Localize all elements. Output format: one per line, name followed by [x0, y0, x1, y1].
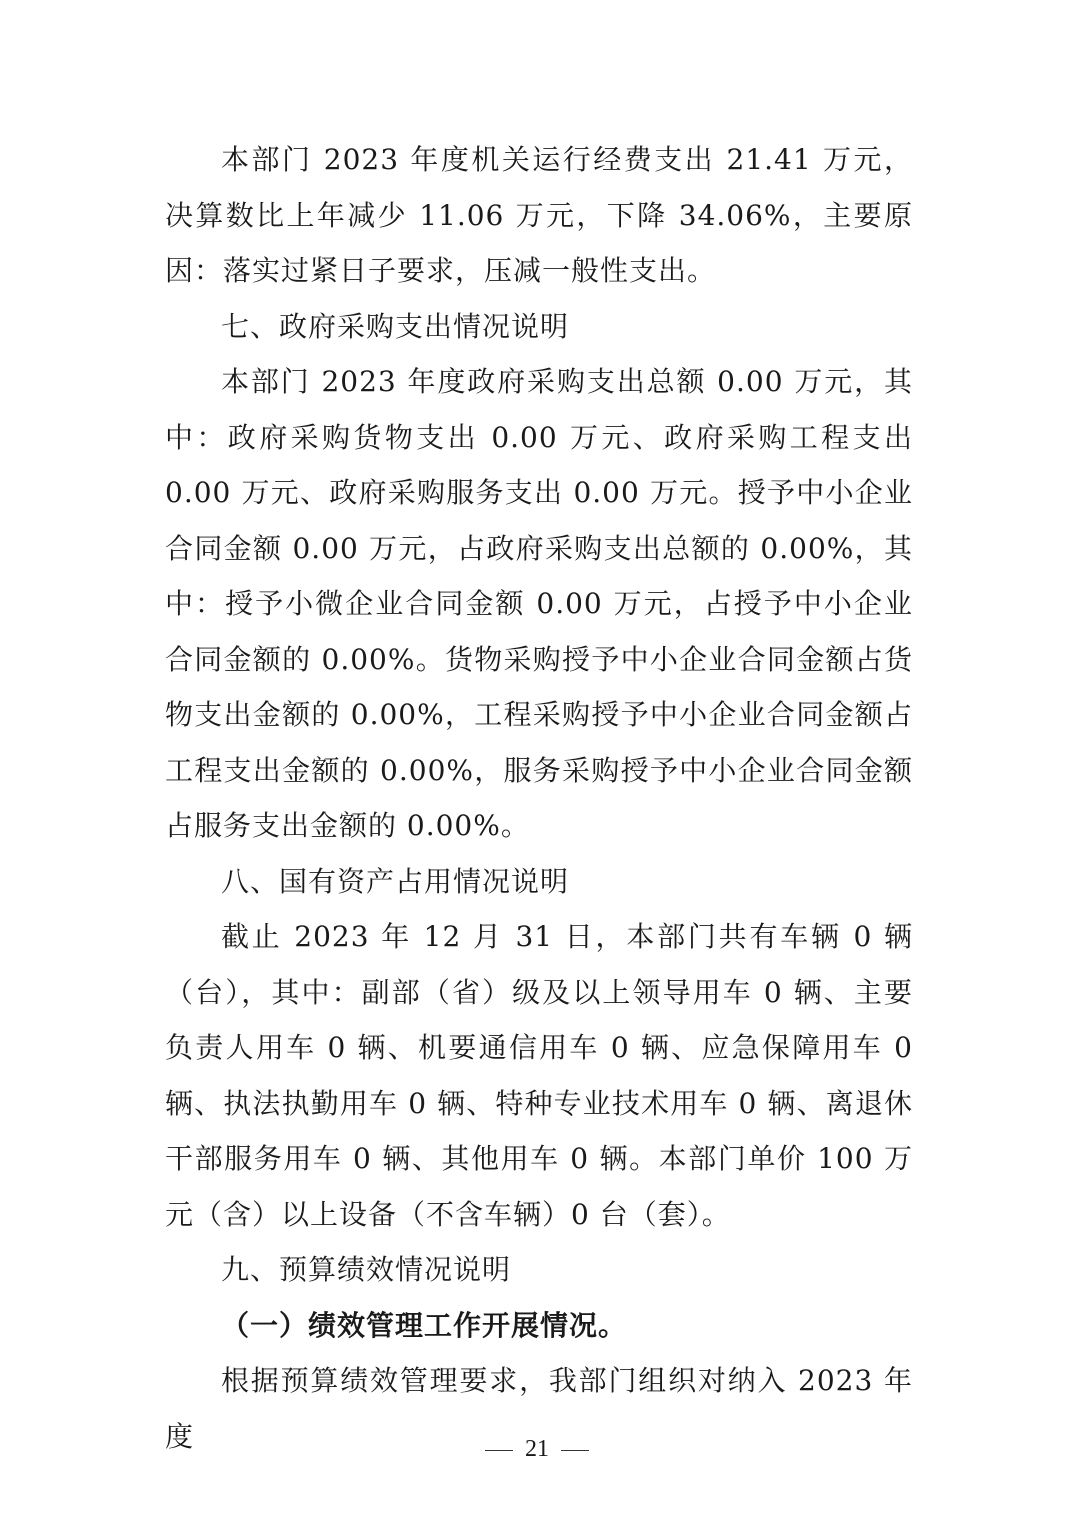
paragraph-performance: 根据预算绩效管理要求，我部门组织对纳入 2023 年度 — [165, 1364, 913, 1453]
page-number: 21 — [525, 1436, 549, 1462]
paragraph-assets: 截止 2023 年 12 月 31 日，本部门共有车辆 0 辆（台），其中：副部（省）级及以上领导用车 0 辆、主要负责人用车 0 辆、机要通信用车 0 辆、应急保障用车 0 辆、执法执勤用车 0 辆、特种专业技术用车 0 辆、离退休干部服务用车 0 辆、其他用车 0 辆。本部门单价 100 万元（含）以上设备（不含车辆）0 台（套）。 — [165, 920, 913, 1231]
subheading-performance-management: （一）绩效管理工作开展情况。 — [221, 1308, 628, 1342]
heading-budget-performance: 九、预算绩效情况说明 — [221, 1253, 512, 1286]
footer-right-dash — [561, 1450, 589, 1451]
page-footer — [0, 1436, 1074, 1463]
heading-government-procurement: 七、政府采购支出情况说明 — [221, 309, 570, 343]
heading-state-assets: 八、国有资产占用情况说明 — [221, 864, 570, 898]
paragraph-procurement: 本部门 2023 年度政府采购支出总额 0.00 万元，其中：政府采购货物支出 0.00 万元、政府采购工程支出 0.00 万元、政府采购服务支出 0.00 万元。授予中小企业合同金额 0.00 万元，占政府采购支出总额的 0.00%，其中：授予小微企业合同金额 0.00 万元，占授予中小企业合同金额的 0.00%。货物采购授予中小企业合同金额占货物支出金额的 0.00%，工程采购授予中小企业合同金额占工程支出金额的 0.00%，服务采购授予中小企业合同金额占服务支出金额的 0.00%。 — [165, 365, 913, 842]
document-body — [165, 132, 913, 1464]
paragraph-operating-costs: 本部门 2023 年度机关运行经费支出 21.41 万元，决算数比上年减少 11.06 万元，下降 34.06%，主要原因：落实过紧日子要求，压减一般性支出。 — [165, 143, 913, 287]
footer-left-dash — [485, 1450, 513, 1451]
